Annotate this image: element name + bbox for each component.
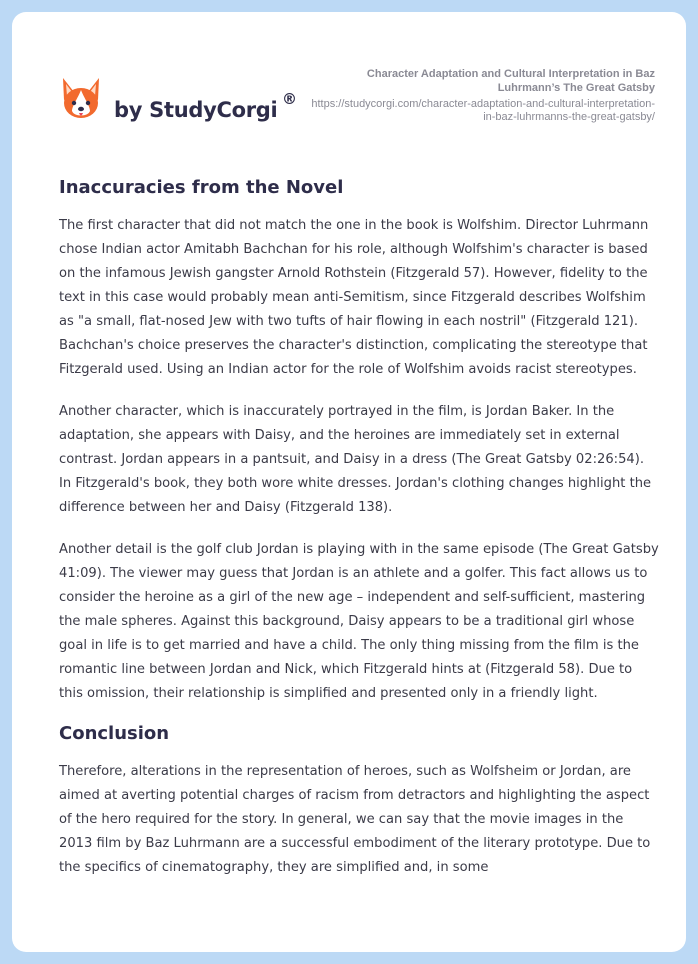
paragraph: Therefore, alterations in the representation of heroes, such as Wolfsheim or Jordan, are aimed at averting potential charges of racism from detractors and highlighting the aspect of the hero required for the story. In general, we can say that the movie images in the 2013 film by Baz Luhrmann are a successful embodiment of the literary prototype. Due to the specifics of cinematography, they are simplified and, in some — [59, 764, 651, 875]
registered-mark: ® — [282, 90, 297, 108]
paragraph: Another character, which is inaccurately portrayed in the film, is Jordan Baker. In the adaptation, she appears with Daisy, and the heroines are immediately set in external contrast. Jordan appears in a pantsuit, and Daisy in a dress (The Great Gatsby 02:26:54). In Fitzgerald's book, they both wore white dresses. Jordan's clothing changes highlight the difference between her and Daisy (Fitzgerald 138). — [59, 404, 652, 515]
corgi-logo-icon — [60, 76, 102, 124]
paragraph: The first character that did not match the one in the book is Wolfshim. Director Luhrmann chose Indian actor Amitabh Bachchan for his role, although Wolfshim's character is based on the infamous Jewish gangster Arnold Rothstein (Fitzgerald 57). However, fidelity to the text in this case would probably mean anti-Semitism, since Fitzgerald describes Wolfshim as "a small, flat-nosed Jew with two tufts of hair flowing in each nostril" (Fitzgerald 121). Bachchan's choice preserves the character's distinction, complicating the stereotype that Fitzgerald used. Using an Indian actor for the role of Wolfshim avoids racist stereotypes. — [59, 218, 649, 377]
document-page — [12, 12, 686, 952]
document-title: Character Adaptation and Cultural Interpretation in Baz Luhrmann’s The Great Gatsby — [366, 68, 655, 94]
document-content — [59, 176, 659, 880]
document-meta — [310, 67, 655, 124]
section-heading-conclusion: Conclusion — [59, 723, 170, 744]
document-url[interactable]: https://studycorgi.com/character-adaptation-and-cultural-interpretation-in-baz-luhrmanns-the-great-gatsby/ — [311, 98, 655, 123]
studycorgi-logo[interactable] — [60, 76, 320, 136]
paragraph: Another detail is the golf club Jordan is playing with in the same episode (The Great Gatsby 41:09). The viewer may guess that Jordan is an athlete and a golfer. This fact allows us to consider the heroine as a girl of the new age – independent and self-sufficient, mastering the male spheres. Against this background, Daisy appears to be a traditional girl whose goal in life is to get married and have a child. The only thing missing from the film is the romantic line between Jordan and Nick, which Fitzgerald hints at (Fitzgerald 58). Due to this omission, their relationship is simplified and presented only in a friendly light. — [59, 542, 659, 701]
brand-name: by StudyCorgi — [114, 98, 278, 122]
page-header — [12, 12, 686, 152]
section-heading-inaccuracies: Inaccuracies from the Novel — [59, 177, 344, 198]
